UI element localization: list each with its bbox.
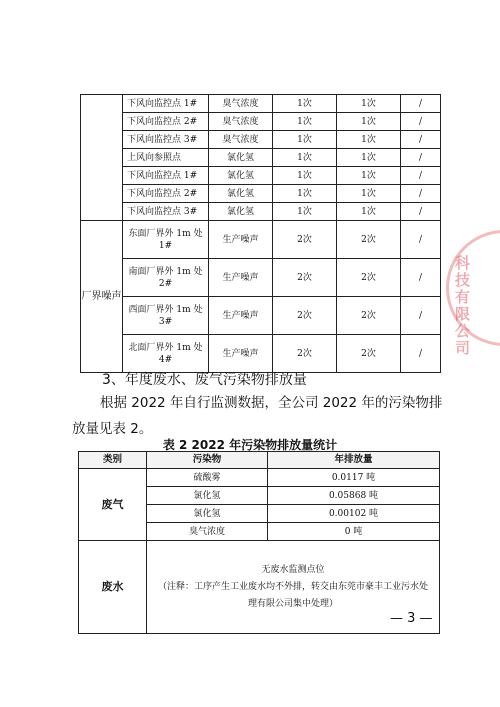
freq-cell: 1次 <box>337 113 401 131</box>
page-number: — 3 — <box>390 611 433 626</box>
water-category-cell: 废水 <box>79 541 147 634</box>
note-cell: / <box>401 131 441 149</box>
item-cell: 生产噪声 <box>209 221 273 259</box>
point-cell: 西面厂界外 1m 处 3# <box>123 297 209 335</box>
note-cell: / <box>401 167 441 185</box>
point-cell: 东面厂界外 1m 处 1# <box>123 221 209 259</box>
table-row <box>79 469 440 487</box>
point-cell: 下风向监控点 1# <box>123 167 209 185</box>
pollutant-cell: 臭气浓度 <box>147 523 268 541</box>
item-cell: 氯化氢 <box>209 149 273 167</box>
item-cell: 臭气浓度 <box>209 95 273 113</box>
freq-cell: 2次 <box>337 297 401 335</box>
freq-cell: 1次 <box>337 185 401 203</box>
point-cell: 北面厂界外 1m 处 4# <box>123 335 209 373</box>
freq-cell: 1次 <box>273 185 337 203</box>
freq-cell: 2次 <box>273 259 337 297</box>
emission-table <box>78 451 440 634</box>
table-row <box>81 203 441 221</box>
note-cell: / <box>401 203 441 221</box>
freq-cell: 2次 <box>273 335 337 373</box>
amount-cell: 0.00102 吨 <box>268 505 440 523</box>
table-row <box>81 113 441 131</box>
item-cell: 生产噪声 <box>209 297 273 335</box>
freq-cell: 2次 <box>337 335 401 373</box>
table-row <box>81 131 441 149</box>
note-cell: / <box>401 149 441 167</box>
gas-category-cell: 废气 <box>79 469 147 541</box>
header-pollutant: 污染物 <box>147 452 268 469</box>
section-heading: 3、年度废水、废气污染物排放量 <box>102 372 307 388</box>
point-cell: 南面厂界外 1m 处 2# <box>123 259 209 297</box>
freq-cell: 2次 <box>337 259 401 297</box>
note-cell: / <box>401 259 441 297</box>
freq-cell: 2次 <box>337 221 401 259</box>
table-row <box>81 185 441 203</box>
amount-cell: 0.05868 吨 <box>268 487 440 505</box>
table-row <box>81 259 441 297</box>
note-cell: / <box>401 335 441 373</box>
table-row <box>81 95 441 113</box>
table-caption: 表 2 2022 年污染物排放量统计 <box>162 438 338 452</box>
item-cell: 臭气浓度 <box>209 113 273 131</box>
header-amount: 年排放量 <box>268 452 440 469</box>
pollutant-cell: 氯化氢 <box>147 487 268 505</box>
point-cell: 下风向监控点 1# <box>123 95 209 113</box>
water-note-line1: 无废水监测点位 <box>261 564 325 575</box>
water-note-line2: （注释：工序产生工业废水均不外排，转交由东莞市豪丰工业污水处理有限公司集中处理） <box>157 581 428 609</box>
point-cell: 下风向监控点 3# <box>123 203 209 221</box>
item-cell: 氯化氢 <box>209 203 273 221</box>
freq-cell: 2次 <box>273 221 337 259</box>
table-row <box>81 167 441 185</box>
table-row <box>81 221 441 259</box>
item-cell: 氯化氢 <box>209 167 273 185</box>
company-seal-text: 科技有限公司 <box>453 255 471 357</box>
freq-cell: 1次 <box>273 113 337 131</box>
note-cell: / <box>401 297 441 335</box>
table-row <box>81 149 441 167</box>
item-cell: 氯化氢 <box>209 185 273 203</box>
freq-cell: 1次 <box>273 203 337 221</box>
freq-cell: 1次 <box>337 131 401 149</box>
freq-cell: 1次 <box>273 149 337 167</box>
note-cell: / <box>401 113 441 131</box>
point-cell: 下风向监控点 2# <box>123 113 209 131</box>
header-category: 类别 <box>79 452 147 469</box>
note-cell: / <box>401 95 441 113</box>
category-cell <box>81 95 123 221</box>
item-cell: 生产噪声 <box>209 259 273 297</box>
amount-cell: 0 吨 <box>268 523 440 541</box>
table-row <box>79 541 440 634</box>
item-cell: 生产噪声 <box>209 335 273 373</box>
pollutant-cell: 氯化氢 <box>147 505 268 523</box>
table-row <box>81 297 441 335</box>
pollutant-cell: 硫酸雾 <box>147 469 268 487</box>
note-cell: / <box>401 221 441 259</box>
freq-cell: 1次 <box>337 95 401 113</box>
freq-cell: 1次 <box>273 167 337 185</box>
point-cell: 上风向参照点 <box>123 149 209 167</box>
item-cell: 臭气浓度 <box>209 131 273 149</box>
note-cell: / <box>401 185 441 203</box>
point-cell: 下风向监控点 2# <box>123 185 209 203</box>
freq-cell: 1次 <box>337 203 401 221</box>
table-header-row <box>79 452 440 469</box>
freq-cell: 2次 <box>273 297 337 335</box>
freq-cell: 1次 <box>337 149 401 167</box>
point-cell: 下风向监控点 3# <box>123 131 209 149</box>
table-row <box>81 335 441 373</box>
monitoring-plan-table <box>80 94 441 373</box>
freq-cell: 1次 <box>337 167 401 185</box>
body-paragraph: 根据 2022 年自行监测数据，全公司 2022 年的污染物排放量见表 2。 <box>72 395 443 437</box>
freq-cell: 1次 <box>273 95 337 113</box>
freq-cell: 1次 <box>273 131 337 149</box>
amount-cell: 0.0117 吨 <box>268 469 440 487</box>
noise-category-cell: 厂界噪声 <box>81 221 123 373</box>
